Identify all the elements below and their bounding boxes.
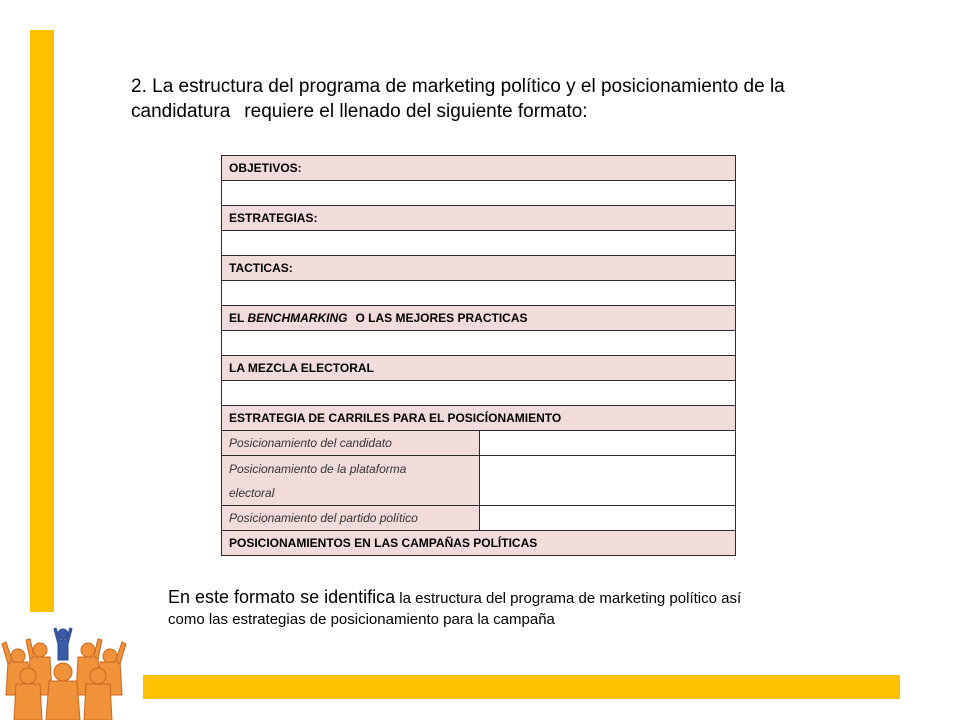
- footer-text: En este formato se identifica la estructura del programa de marketing político así como las estrategias de posicionamiento para la campaña: [168, 587, 742, 628]
- heading-line-1: 2. La estructura del programa de marketing político y el posicionamiento de la: [131, 76, 785, 97]
- row-tacticas: TACTICAS:: [222, 256, 736, 281]
- crowd-illustration: [0, 620, 130, 720]
- field-mezcla-electoral[interactable]: [222, 381, 736, 406]
- field-pos-candidato[interactable]: [480, 431, 736, 456]
- row-posicionamientos-campanas: POSICIONAMIENTOS EN LAS CAMPAÑAS POLÍTICAS: [222, 531, 736, 556]
- field-pos-partido[interactable]: [480, 506, 736, 531]
- heading-line-2: candidatura requiere el llenado del siguiente formato:: [131, 101, 588, 122]
- field-benchmarking[interactable]: [222, 331, 736, 356]
- row-mezcla-electoral: LA MEZCLA ELECTORAL: [222, 356, 736, 381]
- section-heading: [131, 74, 921, 124]
- field-pos-plataforma[interactable]: [480, 456, 736, 506]
- left-accent-bar: [30, 30, 54, 612]
- field-objetivos[interactable]: [222, 181, 736, 206]
- label-pos-partido: Posicionamiento del partido político: [222, 506, 480, 531]
- field-estrategias[interactable]: [222, 231, 736, 256]
- row-estrategias: ESTRATEGIAS:: [222, 206, 736, 231]
- bottom-accent-bar: [143, 675, 900, 699]
- label-pos-plataforma: Posicionamiento de la plataforma electoral: [222, 456, 480, 506]
- row-estrategia-carriles: ESTRATEGIA DE CARRILES PARA EL POSICÍONAMIENTO: [222, 406, 736, 431]
- row-objetivos: OBJETIVOS:: [222, 156, 736, 181]
- label-pos-candidato: Posicionamiento del candidato: [222, 431, 480, 456]
- leader-figure-icon: [54, 628, 72, 660]
- field-tacticas[interactable]: [222, 281, 736, 306]
- positioning-format-table: [221, 155, 736, 556]
- row-benchmarking: EL BENCHMARKING O LAS MEJORES PRACTICAS: [222, 306, 736, 331]
